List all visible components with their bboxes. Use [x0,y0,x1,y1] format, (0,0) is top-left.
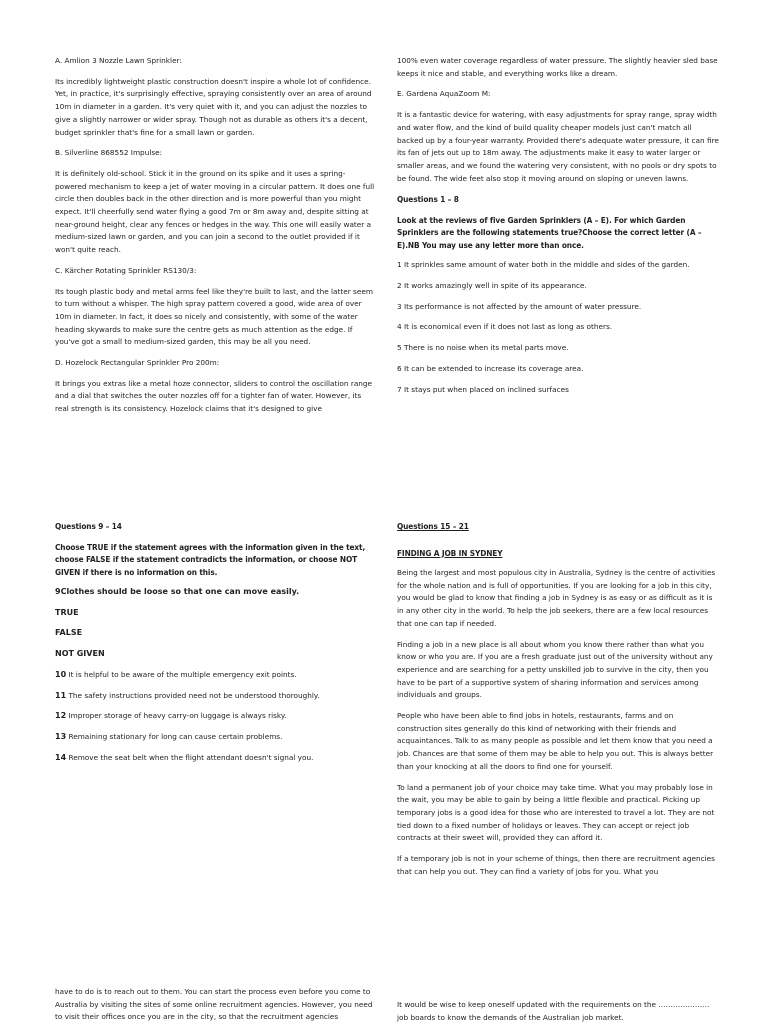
statement-1: 1 It sprinkles same amount of water both in the middle and sides of the garden. [397,260,690,270]
questions-9-14-title: Questions 9 – 14 [55,521,122,531]
question-11 [55,690,375,703]
statement-3: 3 Its performance is not affected by the amount of water pressure. [397,301,642,311]
review-d-text: It brings you extras like a metal hoze connector, sliders to control the oscillation range and a dial that switches the outer nozzles off for a tighter fan of water. However, its real strength is its consistency. Hozelock claims that it's designed to give [55,378,373,414]
question-text: It is helpful to be aware of the multiple emergency exit points. [66,669,297,679]
questions-9-14-instruction: Choose TRUE if the statement agrees with the information given in the text, choose FALSE if the statement contradicts the information, or choose NOT GIVEN if there is no information on this. [55,541,366,577]
statement-2: 2 It works amazingly well in spite of its appearance. [397,281,587,291]
passage-heading: FINDING A JOB IN SYDNEY [397,547,503,558]
statement-6: 6 It can be extended to increase its coverage area. [397,363,584,373]
reviews-column-right [397,55,719,404]
reviews-column-left [55,55,375,424]
passage-continued-left [55,986,375,1032]
review-c-title: C. Kärcher Rotating Sprinkler RS130/3: [55,265,197,275]
passage-continued-text: have to do is to reach out to them. You can start the process even before you come to Australia by visiting the sites of some online recruitment agencies. However, you need to visit their offices once you are in the city, so that the recruitment agencies [55,987,373,1022]
review-a-title: A. Amlion 3 Nozzle Lawn Sprinkler: [55,56,182,65]
review-e-text: It is a fantastic device for watering, with easy adjustments for spray range, spray width and water flow, and the kind of build quality cheaper models just can't match all backed up by a four-year warranty. Provided there's adequate water pressure, it can fire its fan of jets out up to 18m away. The adjustments make it easy to water larger or smaller areas, and we found the watering very consistent, with no pools or dry spots to be found. The wide feet also stop it moving around on sloping or uneven lawns. [397,110,719,183]
statement-5: 5 There is no noise when its metal parts move. [397,343,569,353]
question-14 [55,752,375,765]
questions-9-14 [55,520,375,772]
passage-continued-right [397,999,719,1032]
review-b-text: It is definitely old-school. Stick it in the ground on its spike and it uses a spring-powered mechanism to keep a jet of water moving in a circular pattern. It does one full circle then doubles back in the other direction and is more powerful than you might expect. It'll cheerfully send water flying a good 7m or 8m away and, despite sitting at near-ground height, clear any fences or hedges in the way. This one will easily water a medium-sized lawn or garden, and you can join a second to the outlet provided if it won't quite reach. [55,168,375,255]
option-false: FALSE [55,628,83,638]
passage-paragraph-2: Finding a job in a new place is all about whom you know there rather than what you know or who you are. If you are a fresh graduate just out of the university without any experience and are searching for a petty unskilled job to survive in the city, then you have to be part of a supportive system of sharing information and services among individuals and groups. [397,639,713,700]
question-text: Remaining stationary for long can cause certain problems. [66,731,283,741]
passage-paragraph-3: People who have been able to find jobs in hotels, restaurants, farms and on construction sites generally do this kind of networking with their friends and acquaintances. Talk to as many people as possible and let them know that you need a job. Chances are that some of them may be able to help you out. This is always better than your knocking at all the doors to find one for yourself. [397,711,714,771]
question-9: 9Clothes should be loose so that one can move easily. [55,587,300,596]
review-e-title: E. Gardena AquaZoom M: [397,89,491,99]
questions-15-21 [397,520,719,886]
questions-1-8-title: Questions 1 – 8 [397,194,459,205]
passage-paragraph-1: Being the largest and most populous city in Australia, Sydney is the centre of activities for the whole nation and is full of opportunities. If you are looking for a job in this city, you would be glad to know that finding a job in Sydney is as easy or as difficult as it is in any other city in the world. To help the job seekers, there are a few local resources that one can tap if needed. [397,568,716,628]
question-13 [55,731,375,744]
passage-paragraph-4: To land a permanent job of your choice may take time. What you may probably lose in the wait, you may be able to gain by being a little flexible and practical. Picking up temporary jobs is a good idea for those who are interested to travel a lot. They are not tied down to a fixed number of holidays or leaves. They can accept or reject job contracts at their sweet will, provided they can afford it. [397,782,715,843]
question-number: 13 [55,731,67,741]
questions-15-21-title: Questions 15 – 21 [397,521,469,531]
question-text: Improper storage of heavy carry-on luggage is always risky. [66,711,287,721]
question-number: 12 [55,711,67,721]
question-12 [55,710,375,723]
question-number: 11 [55,690,67,700]
review-b-title: B. Silverline 868552 Impulse: [55,148,163,158]
review-c-text: Its tough plastic body and metal arms feel like they're built to last, and the latter seem to turn without a whisper. The high spray pattern covered a good, wide area of over 10m in diameter. In fact, it does so nicely and consistently, with some of the water heading skywards to make sure the centre gets as much attention as the edge. If you've got a small to medium-sized garden, this may be all you need. [55,286,373,347]
fill-blank-sentence: It would be wise to keep oneself updated with the requirements on the ………………… job boards to know the demands of the Australian job market. [397,1000,710,1022]
option-not-given: NOT GIVEN [55,649,105,659]
question-text: The safety instructions provided need not be understood thoroughly. [66,690,320,700]
option-true: TRUE [55,607,79,617]
question-10 [55,669,375,682]
questions-1-8-instruction: Look at the reviews of five Garden Sprinklers (A – E). For which Garden Sprinklers are the following statements true?Choose the correct letter (A – E).NB You may use any letter more than once. [397,214,702,250]
question-number: 10 [55,669,67,679]
passage-paragraph-5: If a temporary job is not in your scheme of things, then there are recruitment agencies that can help you out. They can find a variety of jobs for you. What you [397,854,715,876]
question-number: 14 [55,752,67,762]
review-d-continued: 100% even water coverage regardless of water pressure. The slightly heavier sled base keeps it nice and stable, and everything works like a dream. [397,56,718,78]
statement-4: 4 It is economical even if it does not last as long as others. [397,322,613,332]
statement-7: 7 It stays put when placed on inclined surfaces [397,384,569,394]
review-d-title: D. Hozelock Rectangular Sprinkler Pro 200m: [55,358,220,368]
question-text: Remove the seat belt when the flight attendant doesn't signal you. [66,752,314,762]
review-a-text: Its incredibly lightweight plastic construction doesn't inspire a whole lot of confidence. Yet, in practice, it's surprisingly effective, spraying consistently over an area of around 10m in diameter in a garden. It's very quiet with it, and you can adjust the nozzles to give a slightly narrower or wider spray. Though not as durable as others it's a decent, budget sprinkler that's fine for a small lawn or garden. [55,76,372,137]
